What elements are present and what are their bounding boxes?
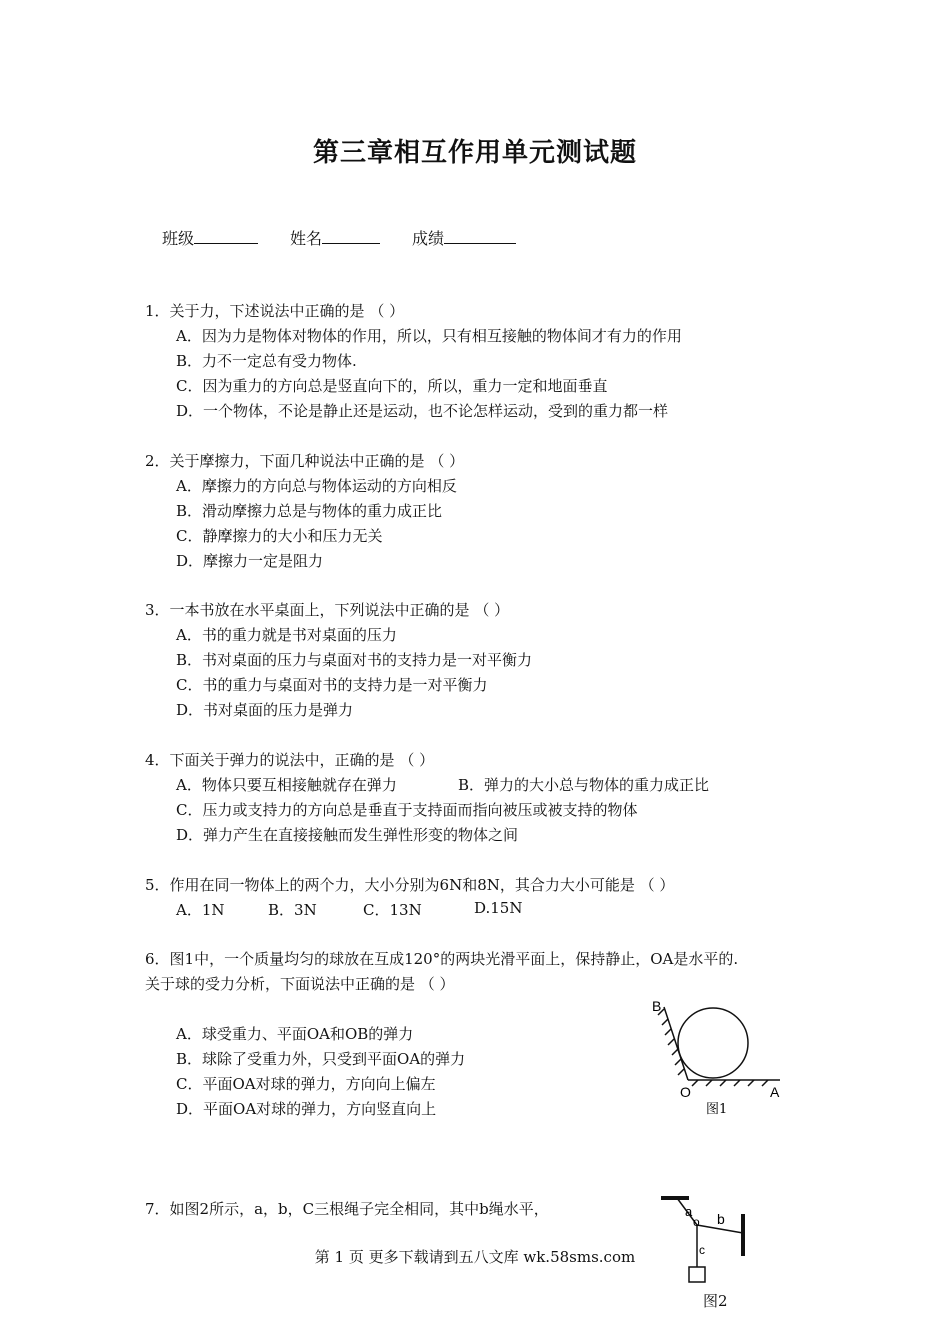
question-5-option-a: A．1N — [176, 901, 225, 919]
page-title: 第三章相互作用单元测试题 — [312, 138, 637, 168]
figure-1-caption: 图1 — [706, 1102, 728, 1117]
question-3-option-b: B．书对桌面的压力与桌面对书的支持力是一对平衡力 — [176, 651, 533, 669]
question-1-option-d: D．一个物体，不论是静止还是运动，也不论怎样运动，受到的重力都一样 — [176, 402, 669, 420]
question-5-option-d: D.15N — [474, 899, 523, 917]
question-2-option-c: C．静摩擦力的大小和压力无关 — [176, 527, 383, 545]
name-field[interactable] — [290, 226, 380, 249]
question-1-option-a: A．因为力是物体对物体的作用，所以，只有相互接触的物体间才有力的作用 — [176, 327, 682, 345]
question-3-option-c: C．书的重力与桌面对书的支持力是一对平衡力 — [176, 676, 488, 694]
question-7-stem: 7．如图2所示，a，b，C三根绳子完全相同，其中b绳水平， — [145, 1200, 549, 1218]
figure-1-label-b: B — [652, 998, 662, 1014]
page-footer: 第 1 页 更多下载请到五八文库 wk.58sms.com — [314, 1248, 636, 1266]
question-2-stem: 2．关于摩擦力，下面几种说法中正确的是 （ ） — [145, 452, 465, 470]
question-4-option-b: B．弹力的大小总与物体的重力成正比 — [458, 776, 710, 794]
question-5-option-b: B．3N — [268, 901, 317, 919]
name-label: 姓名 — [290, 229, 323, 248]
question-3-option-d: D．书对桌面的压力是弹力 — [176, 701, 354, 719]
figure-1-plane-oa — [688, 1080, 780, 1086]
name-blank[interactable] — [322, 227, 380, 244]
question-5-stem: 5．作用在同一物体上的两个力，大小分别为6N和8N，其合力大小可能是 （ ） — [145, 876, 675, 894]
question-3-stem: 3．一本书放在水平桌面上，下列说法中正确的是 （ ） — [145, 601, 510, 619]
class-label: 班级 — [162, 229, 195, 248]
class-blank[interactable] — [194, 227, 258, 244]
question-4-stem: 4．下面关于弹力的说法中，正确的是 （ ） — [145, 751, 435, 769]
question-4-option-c: C．压力或支持力的方向总是垂直于支持面而指向被压或被支持的物体 — [176, 801, 638, 819]
figure-2-weight — [689, 1267, 705, 1282]
score-label: 成绩 — [412, 229, 445, 248]
question-6-option-d: D．平面OA对球的弹力，方向竖直向上 — [176, 1100, 437, 1118]
score-field[interactable] — [412, 226, 516, 249]
question-6-stem-continued: 关于球的受力分析，下面说法中正确的是 （ ） — [145, 975, 455, 993]
question-4-option-a: A．物体只要互相接触就存在弹力 — [176, 776, 397, 794]
figure-1-diagram — [640, 995, 790, 1120]
question-1-option-c: C．因为重力的方向总是竖直向下的，所以，重力一定和地面垂直 — [176, 377, 608, 395]
question-2-option-b: B．滑动摩擦力总是与物体的重力成正比 — [176, 502, 443, 520]
figure-1-plane-ob — [658, 1007, 688, 1080]
question-4-option-d: D．弹力产生在直接接触而发生弹性形变的物体之间 — [176, 826, 519, 844]
question-1-option-b: B．力不一定总有受力物体. — [176, 352, 357, 370]
question-3-option-a: A．书的重力就是书对桌面的压力 — [176, 626, 397, 644]
class-field[interactable] — [162, 226, 258, 249]
question-2-option-d: D．摩擦力一定是阻力 — [176, 552, 324, 570]
question-6-option-b: B．球除了受重力外，只受到平面OA的弹力 — [176, 1050, 466, 1068]
figure-2-label-a: a — [685, 1204, 693, 1219]
figure-2-label-c: c — [699, 1243, 705, 1257]
question-6-option-c: C．平面OA对球的弹力，方向向上偏左 — [176, 1075, 436, 1093]
question-6-option-a: A．球受重力、平面OA和OB的弹力 — [176, 1025, 414, 1043]
question-1-stem: 1．关于力，下述说法中正确的是 （ ） — [145, 302, 405, 320]
figure-2-label-b: b — [717, 1211, 725, 1227]
question-2-option-a: A．摩擦力的方向总与物体运动的方向相反 — [176, 477, 457, 495]
figure-1-ball — [678, 1008, 748, 1078]
figure-2-label-o: o — [693, 1215, 700, 1229]
figure-1-label-a: A — [770, 1084, 780, 1100]
figure-2-diagram — [655, 1192, 755, 1287]
question-5-option-c: C．13N — [363, 901, 422, 919]
question-6-stem: 6．图1中，一个质量均匀的球放在互成120°的两块光滑平面上，保持静止，OA是水平的. — [145, 950, 739, 968]
figure-1-label-o: O — [680, 1084, 691, 1100]
score-blank[interactable] — [444, 227, 516, 244]
figure-2-caption: 图2 — [703, 1292, 728, 1310]
